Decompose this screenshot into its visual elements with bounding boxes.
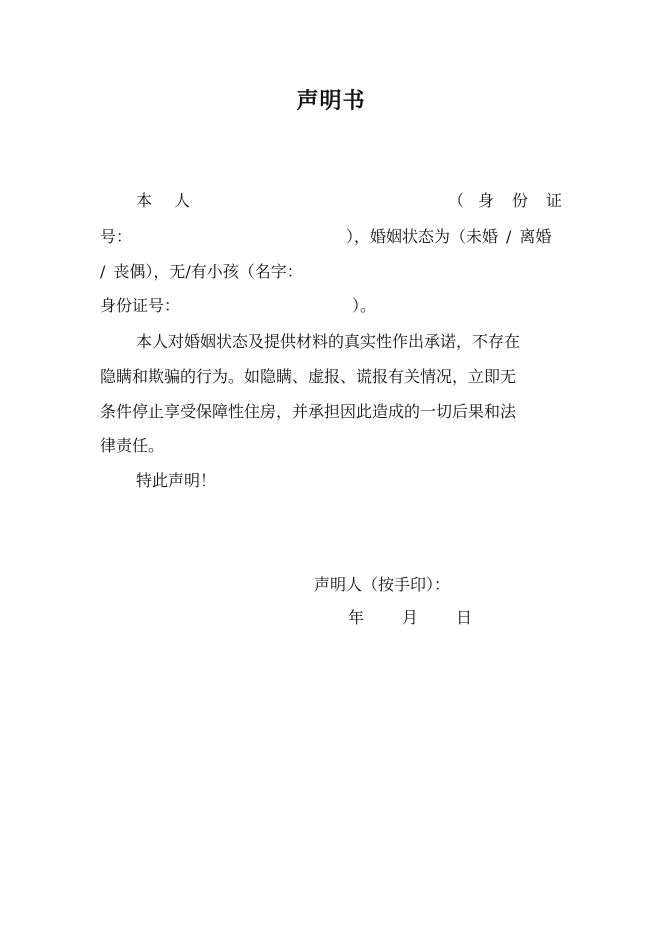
date-line: [348, 608, 472, 628]
signature-label: 声明人（按手印）：: [314, 575, 451, 594]
marital-option-divorced: 离婚: [519, 227, 552, 246]
date-day: 日: [456, 608, 473, 627]
document-title: 声明书: [296, 88, 366, 114]
id-number-label: 号：: [100, 227, 133, 246]
declarant-char-2: 人: [174, 191, 191, 210]
date-month: 月: [402, 608, 419, 627]
marital-children-line: [100, 262, 303, 282]
marital-status-text: ），婚姻状态为（未婚: [346, 227, 499, 246]
promise-line-2: 隐瞒和欺骗的行为。如隐瞒、虚报、谎报有关情况，立即无: [100, 367, 517, 386]
closing-statement: 特此声明！: [136, 471, 217, 490]
marital-children-text: 丧偶），无/有小孩（名字：: [113, 262, 303, 281]
declarant-char-1: 本: [136, 191, 153, 210]
promise-line-3: 条件停止享受保障性住房，并承担因此造成的一切后果和法: [100, 402, 517, 421]
declarant-label: [136, 191, 190, 211]
id-char-3: 证: [545, 191, 562, 210]
date-year: 年: [348, 608, 365, 627]
id-label-chars: [478, 191, 562, 211]
id-char-1: 身: [478, 191, 495, 210]
child-id-closing: ）。: [352, 296, 377, 315]
marital-slash-2: /: [100, 262, 106, 281]
promise-line-4: 律责任。: [100, 436, 165, 455]
id-char-2: 份: [511, 191, 528, 210]
promise-line-1: 本人对婚姻状态及提供材料的真实性作出承诺，不存在: [136, 332, 521, 351]
id-number-open-paren: （: [448, 191, 465, 210]
child-id-label: 身份证号：: [100, 296, 181, 315]
marital-slash-1: /: [506, 227, 512, 246]
marital-status-label: [346, 227, 551, 247]
